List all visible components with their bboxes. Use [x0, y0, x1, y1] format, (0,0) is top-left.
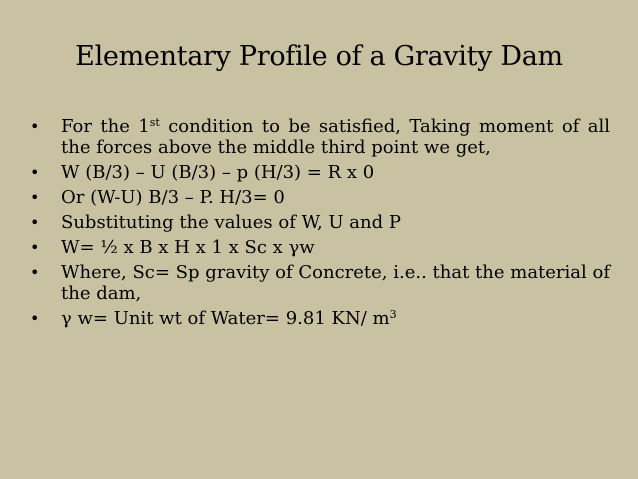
bullet-dot: •: [30, 188, 40, 207]
bullet-text: W= ½ x B x H x 1 x Sc x γw: [61, 237, 315, 258]
bullet-item: [30, 187, 610, 208]
bullet-text: For the 1: [61, 116, 150, 137]
bullet-text: γ w= Unit wt of Water= 9.81 KN/ m: [61, 308, 390, 329]
bullet-text: Where, Sc= Sp gravity of Concrete, i.e.. that the material of the dam,: [61, 262, 610, 304]
bullet-list: [30, 116, 610, 333]
bullet-item: [30, 116, 610, 158]
bullet-text: Or (W-U) B/3 – P. H/3= 0: [61, 187, 285, 208]
exponent-superscript: 3: [389, 308, 397, 321]
bullet-dot: •: [30, 117, 40, 136]
bullet-item: [30, 212, 610, 233]
bullet-dot: •: [30, 263, 40, 282]
bullet-text: W (B/3) – U (B/3) – p (H/3) = R x 0: [61, 162, 375, 183]
bullet-dot: •: [30, 213, 40, 232]
ordinal-superscript: st: [149, 116, 160, 129]
slide-title: Elementary Profile of a Gravity Dam: [75, 41, 563, 72]
bullet-item: [30, 262, 610, 304]
bullet-item: [30, 308, 610, 329]
bullet-text: condition to be satisfied, Taking moment of all the forces above the middle third point we get,: [61, 116, 610, 158]
bullet-item: [30, 237, 610, 258]
bullet-item: [30, 162, 610, 183]
bullet-text: Substituting the values of W, U and P: [61, 212, 401, 233]
bullet-dot: •: [30, 309, 40, 328]
bullet-dot: •: [30, 238, 40, 257]
bullet-dot: •: [30, 163, 40, 182]
